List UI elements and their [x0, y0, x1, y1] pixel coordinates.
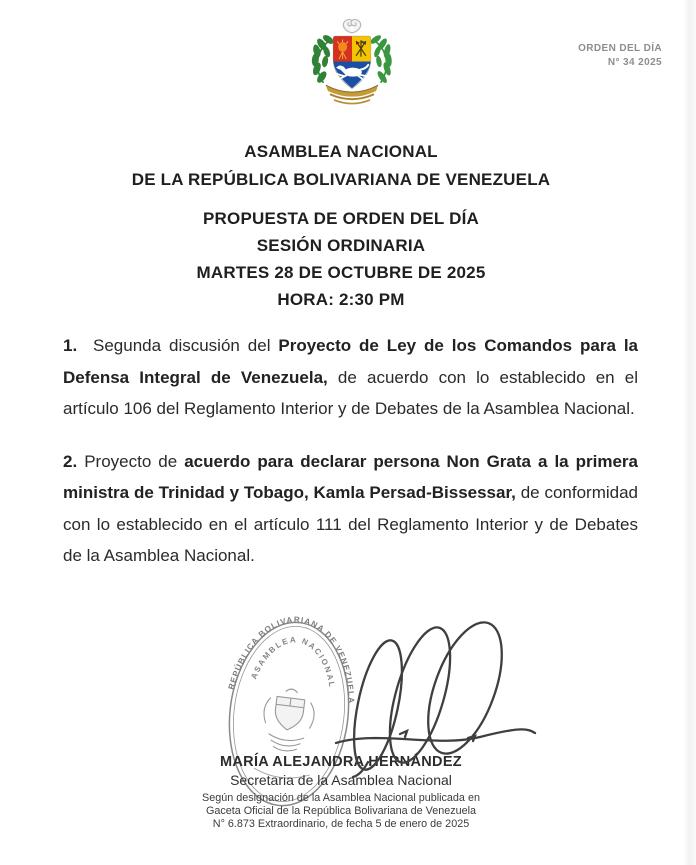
agenda-list [63, 330, 638, 593]
signatory-notes [0, 792, 682, 830]
agenda-item: 2. Proyecto de acuerdo para declarar persona Non Grata a la primera ministra de Trinidad y Tobago, Kamla Persad-Bissessar, de conformidad con lo establecido en el artículo 111 del Reglamento Interior y de Debates de la Asamblea Nacional. [63, 451, 638, 565]
venezuela-coat-of-arms-icon [303, 13, 401, 115]
order-ref-label: ORDEN DEL DÍA [578, 43, 662, 54]
subtitle-line-4: HORA: 2:30 PM [277, 290, 405, 309]
seal-inner-text: ASAMBLEA NACIONAL [249, 635, 337, 690]
subtitle-line-3: MARTES 28 DE OCTUBRE DE 2025 [196, 263, 486, 282]
signatory-note-line-2: Gaceta Oficial de la República Bolivariana de Venezuela [205, 804, 477, 817]
seal-outer-text: REPÚBLICA BOLIVARIANA DE VENEZUELA [226, 615, 356, 705]
title-line-2: DE LA REPÚBLICA BOLIVARIANA DE VENEZUELA [131, 170, 551, 189]
signatory-note-line-1: Según designación de la Asamblea Nacional publicada en [202, 792, 480, 804]
document-subtitle [0, 205, 682, 313]
signatory-role: Secretaria de la Asamblea Nacional [230, 772, 452, 788]
document-title [0, 138, 682, 194]
page-edge-shadow [683, 0, 696, 865]
title-line-1: ASAMBLEA NACIONAL [244, 142, 438, 161]
signatory-note-line-3: N° 6.873 Extraordinario, de fecha 5 de enero de 2025 [212, 817, 470, 830]
handwritten-signature [332, 610, 538, 780]
subtitle-line-1: PROPUESTA DE ORDEN DEL DÍA [203, 209, 479, 228]
order-reference [578, 42, 662, 70]
signatory-name: MARÍA ALEJANDRA HERNÁNDEZ [220, 754, 462, 770]
order-ref-number: N° 34 2025 [607, 57, 662, 68]
agenda-item: 1. Segunda discusión del Proyecto de Ley de los Comandos para la Defensa Integral de Venezuela, de acuerdo con lo establecido en el artículo 106 del Reglamento Interior y de Debates de la Asamblea Nacional. [63, 336, 638, 418]
subtitle-line-2: SESIÓN ORDINARIA [256, 236, 426, 255]
